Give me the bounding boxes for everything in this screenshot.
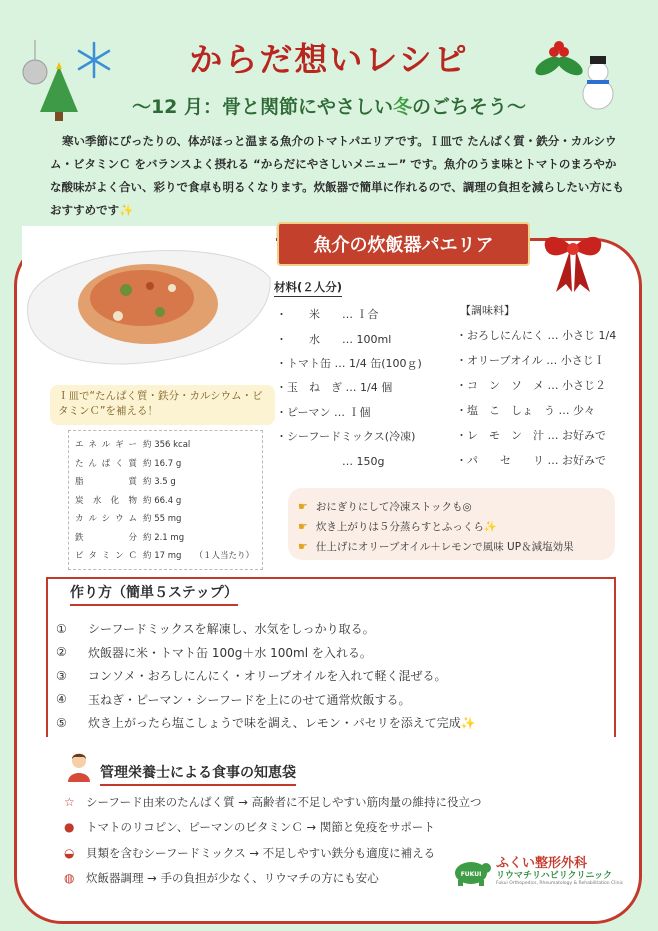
- seasoning-item: ・パ セ リ … お好みで: [456, 453, 606, 467]
- nutrition-row: エネルギー 約 356 kcal: [75, 440, 191, 451]
- ingredient-item: ・ピーマン … Ｉ個: [276, 405, 371, 419]
- step-item: ② 炊飯器に米・トマト缶 100g＋水 100ml を入れる。: [56, 645, 372, 660]
- seasoning-item: ・コ ン ソ メ … 小さじ２: [456, 378, 606, 392]
- nutrition-row: ビタミンＣ 約 17 mg: [75, 551, 182, 562]
- pointing-hand-icon: ☛: [298, 539, 308, 553]
- ingredient-item: … 150g: [276, 454, 385, 468]
- page-subtitle: 〜12 月：骨と関節にやさしい冬のごちそう〜: [131, 96, 527, 118]
- advice-item: ☆ シーフード由来のたんぱく質 → 高齢者に不足しやすい筋肉量の維持に役立つ: [64, 794, 482, 809]
- shrimp-icon: ☆: [64, 794, 75, 809]
- pointing-hand-icon: ☛: [298, 519, 308, 533]
- ingredient-item: ・シーフードミックス(冷凍): [276, 430, 416, 444]
- paella-plate-photo: [22, 226, 276, 370]
- ribbon-icon: [526, 226, 620, 296]
- advice-item: ◍ 炊飯器調理 → 手の負担が少なく、リウマチの方にも安心: [64, 871, 379, 886]
- nutrition-row: 脂 質 約 3.5 g: [75, 477, 176, 488]
- clinic-english-name: Fukui Orthopedics, Rheumatology & Rehabilitation Clinic: [496, 881, 624, 886]
- tip-item: ☛ 炊き上がりは５分蒸らすとふっくら✨: [298, 519, 497, 533]
- nutrition-note: Ｉ皿で“たんぱく質・鉄分・カルシウム・ビタミンＣ”を補える！: [50, 385, 275, 425]
- dish-name: 魚介の炊飯器パエリア: [277, 222, 530, 266]
- clinic-subtitle: リウマチリハビリクリニック: [496, 871, 613, 881]
- advice-title: 管理栄養士による食事の知恵袋: [100, 762, 296, 786]
- seasoning-item: ・塩 こ しょ う … 少々: [456, 403, 595, 417]
- ingredient-item: ・トマト缶 … 1/4 缶(100ｇ): [276, 356, 422, 370]
- seasoning-item: ・オリーブオイル … 小さじＩ: [456, 353, 605, 367]
- intro-text: 寒い季節にぴったりの、体がほっと温まる魚介のトマトパエリアです。Ｉ皿で たんぱく質・鉄分・カルシウム・ビタミンＣ をバランスよく摂れる “からだにやさしいメニュー” です。魚介のうま味とトマトのまろやかな酸味がよく合い、彩りで食卓も明るくなります。炊飯器で簡単に作れるので、調理の負担を減らしたい方にもおすすめです✨: [50, 134, 624, 217]
- cooking-tips: [288, 488, 615, 560]
- seasoning-item: ・レ モ ン 汁 … お好みで: [456, 428, 606, 442]
- ingredient-item: ・ 米 … Ｉ合: [276, 308, 379, 322]
- rice-cooker-icon: ◍: [64, 871, 75, 886]
- step-item: ⑤ 炊き上がったら塩こしょうで味を調え、レモン・パセリを添えて完成✨: [56, 715, 476, 731]
- step-item: ④ 玉ねぎ・ピーマン・シーフードを上にのせて通常炊飯する。: [56, 692, 411, 707]
- advice-item: ◒ 貝類を含むシーフードミックス → 不足しやすい鉄分も適度に補える: [64, 845, 436, 860]
- seasoning-item: ・おろしにんにく … 小さじ 1/4: [456, 328, 617, 342]
- advice-item: ● トマトのリコピン、ピーマンのビタミンＣ → 関節と免疫をサポート: [64, 820, 435, 835]
- nutrition-row: 鉄 分 約 2.1 mg: [75, 532, 185, 543]
- advice-list: [64, 789, 482, 891]
- steps-title: 作り方（簡単５ステップ）: [70, 582, 238, 606]
- clinic-name: ふくい整形外科: [496, 856, 588, 871]
- clam-icon: ◒: [64, 845, 75, 860]
- ingredients-list: [276, 302, 422, 473]
- nutrition-row: たんぱく質 約 16.7 g: [75, 458, 182, 469]
- seasoning-title: 【調味料】: [460, 304, 515, 317]
- steps-list: [56, 617, 476, 735]
- seasoning-list: [456, 322, 616, 472]
- clinic-logo-text: FUKUI: [460, 871, 482, 878]
- tomato-icon: ●: [64, 820, 75, 835]
- tip-item: ☛ 仕上げにオリーブオイル＋レモンで風味 UP＆減塩効果: [298, 539, 574, 553]
- nutrition-row: カルシウム 約 55 mg: [75, 514, 182, 525]
- page-title: からだ想いレシピ: [189, 40, 469, 79]
- ingredient-item: ・玉 ね ぎ … 1/4 個: [276, 381, 393, 395]
- ingredient-item: ・ 水 … 100ml: [276, 332, 392, 346]
- dietitian-avatar-icon: [66, 752, 92, 782]
- step-item: ① シーフードミックスを解凍し、水気をしっかり取る。: [56, 621, 375, 637]
- nutrition-row: 炭水化物 約 66.4 g: [75, 495, 182, 506]
- clinic-logo: [450, 858, 492, 888]
- nutrition-table: [68, 430, 263, 570]
- tip-item: ☛ おにぎりにして冷凍ストックも◎: [298, 499, 472, 513]
- step-item: ③ コンソメ・おろしにんにく・オリーブオイルを入れて軽く混ぜる。: [56, 668, 447, 684]
- ingredients-title: 材料(２人分): [274, 279, 342, 297]
- per-person-label: （１人当たり）: [194, 551, 254, 561]
- pointing-hand-icon: ☛: [298, 499, 308, 513]
